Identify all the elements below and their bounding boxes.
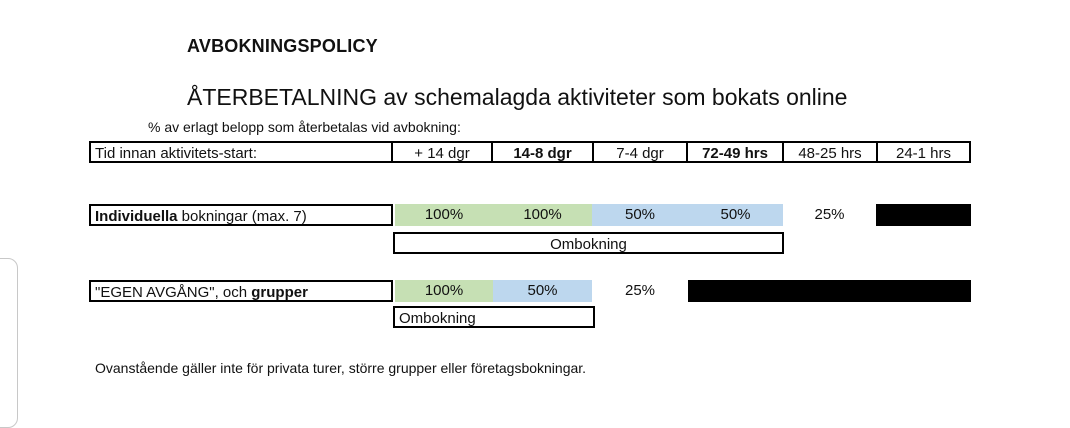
- section-heading: ÅTERBETALNING av schemalagda aktiviteter som bokats online: [187, 84, 848, 110]
- individual-value-5: 25%: [814, 206, 845, 223]
- groups-value-1: 100%: [395, 280, 493, 302]
- header-col-4: 72-49 hrs: [686, 141, 784, 163]
- individual-no-refund-cell: [876, 204, 971, 226]
- header-col-6: 24-1 hrs: [876, 141, 971, 163]
- individual-rebooking-box: Ombokning: [393, 232, 784, 254]
- groups-value-2: 50%: [493, 280, 592, 302]
- groups-label: [89, 280, 393, 302]
- groups-no-refund-cell: [688, 280, 971, 302]
- individual-value-3: 50%: [592, 204, 688, 226]
- groups-rebooking-box: Ombokning: [393, 306, 595, 328]
- groups-label-bold: grupper: [251, 284, 308, 301]
- header-col-2: 14-8 dgr: [491, 141, 594, 163]
- individual-value-1: 100%: [395, 204, 493, 226]
- header-col-3: 7-4 dgr: [592, 141, 688, 163]
- individual-label-bold: Individuella: [95, 208, 178, 225]
- footer-note: Ovanstående gäller inte för privata turer, större grupper eller företagsbokningar.: [95, 360, 587, 376]
- groups-value-3: 25%: [624, 282, 656, 299]
- individual-value-2: 100%: [493, 204, 592, 226]
- groups-label-quote: "EGEN AVGÅNG", och: [95, 284, 252, 301]
- header-label: Tid innan aktivitets-start:: [89, 141, 393, 163]
- individual-label: [89, 204, 393, 226]
- individual-label-rest: bokningar (max. 7): [177, 208, 307, 225]
- side-panel-frame: [0, 258, 18, 428]
- subheading: % av erlagt belopp som återbetalas vid avbokning:: [148, 119, 461, 135]
- header-col-1: + 14 dgr: [391, 141, 493, 163]
- header-col-5: 48-25 hrs: [782, 141, 878, 163]
- individual-value-4: 50%: [688, 204, 783, 226]
- page-title: AVBOKNINGSPOLICY: [187, 36, 378, 56]
